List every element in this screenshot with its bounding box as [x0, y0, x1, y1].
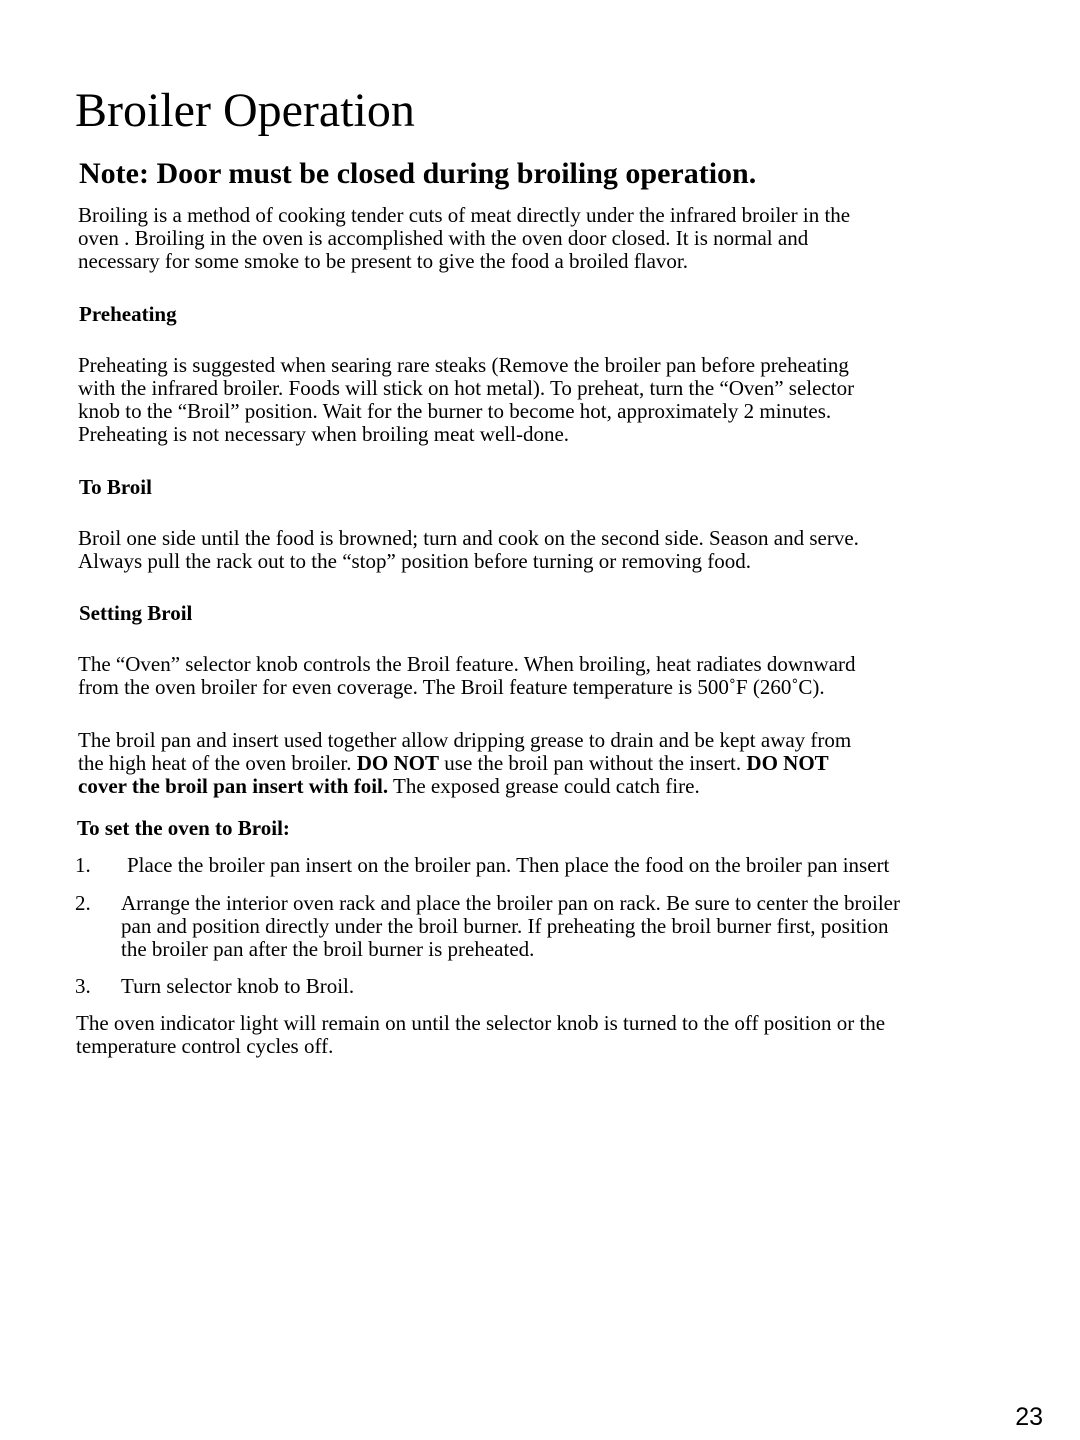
intro-line: Broiling is a method of cooking tender cuts of meat directly under the infrared broiler in the	[78, 203, 851, 227]
page-title: Broiler Operation	[75, 84, 415, 137]
intro-line: oven . Broiling in the oven is accomplished with the oven door closed. It is normal and	[78, 226, 809, 250]
step-number: 3.	[75, 974, 91, 998]
preheating-line: Preheating is not necessary when broiling meat well-done.	[78, 422, 570, 446]
step-number: 2.	[75, 891, 91, 915]
preheating-line: with the infrared broiler. Foods will stick on hot metal). To preheat, turn the “Oven” selector	[78, 376, 855, 400]
broil-pan-paragraph	[78, 729, 1038, 798]
intro-paragraph	[78, 204, 1038, 273]
setting-broil-heading: Setting Broil	[79, 601, 193, 625]
preheating-line: Preheating is suggested when searing rare steaks (Remove the broiler pan before preheating	[78, 353, 849, 377]
do-not-warning: DO NOT	[746, 751, 829, 775]
set-oven-heading: To set the oven to Broil:	[77, 816, 290, 840]
broil-pan-line: The broil pan and insert used together allow dripping grease to drain and be kept away from	[78, 728, 852, 752]
to-broil-line: Broil one side until the food is browned; turn and cook on the second side. Season and serve.	[78, 526, 859, 550]
step-1-text	[127, 854, 1047, 877]
broil-pan-line	[78, 752, 1038, 775]
broil-pan-line	[78, 775, 1038, 798]
step-2-text	[121, 892, 1061, 961]
step-3-text	[121, 975, 1021, 998]
door-closed-note: Note: Door must be closed during broiling operation.	[79, 157, 757, 190]
to-broil-line: Always pull the rack out to the “stop” position before turning or removing food.	[78, 549, 752, 573]
step-line: Place the broiler pan insert on the broiler pan. Then place the food on the broiler pan insert	[127, 853, 890, 877]
preheating-paragraph	[78, 354, 1038, 446]
step-line: Arrange the interior oven rack and place the broiler pan on rack. Be sure to center the broiler	[121, 891, 900, 915]
closing-line: The oven indicator light will remain on until the selector knob is turned to the off position or the	[76, 1011, 886, 1035]
step-number: 1.	[75, 853, 91, 877]
setting-broil-paragraph	[78, 653, 1038, 699]
do-not-warning: DO NOT	[356, 751, 440, 775]
page-number: 23	[1015, 1403, 1043, 1431]
broil-pan-text: the high heat of the oven broiler.	[78, 751, 357, 775]
preheating-line: knob to the “Broil” position. Wait for the burner to become hot, approximately 2 minutes.	[78, 399, 832, 423]
step-line: pan and position directly under the broil burner. If preheating the broil burner first, position	[121, 914, 889, 938]
closing-line: temperature control cycles off.	[76, 1034, 334, 1058]
step-line: the broiler pan after the broil burner is preheated.	[121, 937, 535, 961]
setting-broil-line: from the oven broiler for even coverage. The Broil feature temperature is 500˚F (260˚C).	[78, 675, 825, 699]
intro-line: necessary for some smoke to be present to give the food a broiled flavor.	[78, 249, 688, 273]
foil-warning: cover the broil pan insert with foil.	[78, 774, 389, 798]
step-line: Turn selector knob to Broil.	[121, 974, 355, 998]
to-broil-paragraph	[78, 527, 1038, 573]
broil-pan-text: use the broil pan without the insert.	[439, 751, 747, 775]
setting-broil-line: The “Oven” selector knob controls the Broil feature. When broiling, heat radiates downward	[78, 652, 856, 676]
closing-paragraph	[76, 1012, 1036, 1058]
to-broil-heading: To Broil	[79, 475, 152, 499]
preheating-heading: Preheating	[79, 302, 177, 326]
broil-pan-text: The exposed grease could catch fire.	[388, 774, 700, 798]
